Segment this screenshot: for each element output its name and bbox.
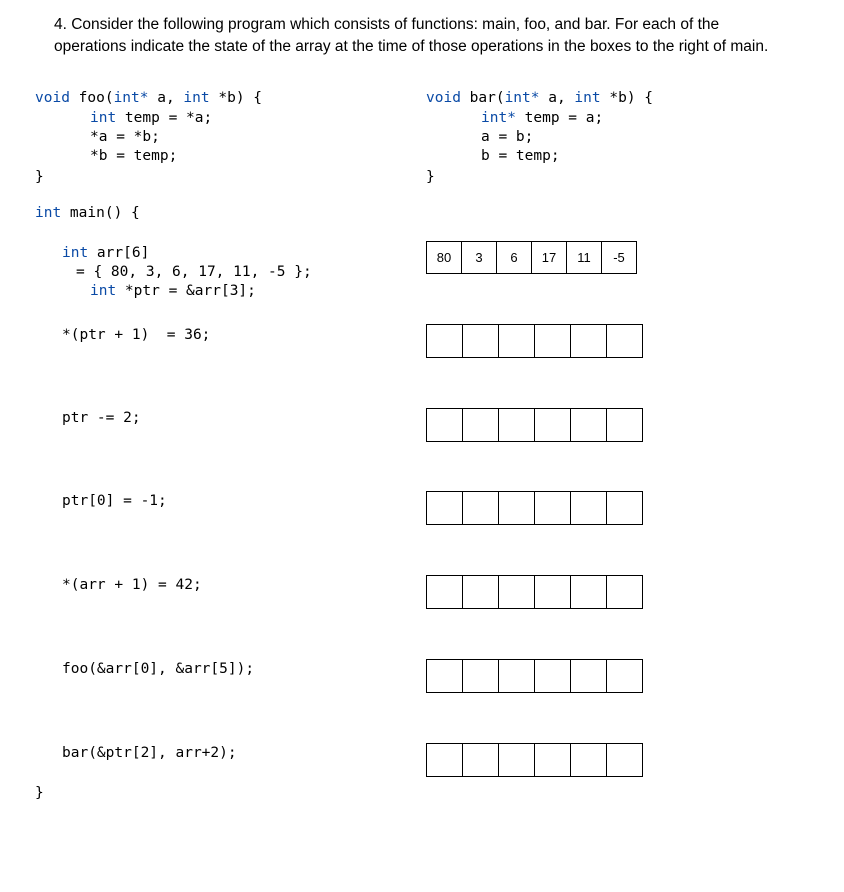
answer-cell[interactable] [426,575,463,609]
bar-line-3: b = temp; [481,148,560,164]
answer-cell[interactable] [462,743,499,777]
answer-cell[interactable] [498,659,535,693]
keyword-void: void [426,90,461,106]
answer-cell[interactable] [426,659,463,693]
answer-cell[interactable] [606,743,643,777]
answer-cell[interactable] [462,659,499,693]
keyword-int: int [90,283,117,299]
op-5: foo(&arr[0], &arr[5]); [62,661,255,677]
answer-cell[interactable] [426,743,463,777]
answer-cell[interactable] [534,491,571,525]
answer-cell[interactable] [606,659,643,693]
bar-line-1 [481,109,603,128]
answer-cell[interactable] [498,575,535,609]
foo-name: foo( [69,90,114,106]
answer-cell[interactable] [570,324,607,358]
foo-close-brace: } [35,169,44,185]
answer-cell[interactable] [498,491,535,525]
question-text [54,14,834,58]
answer-cell[interactable] [606,408,643,442]
param-a: a, [148,90,184,106]
main-decl-2: = { 80, 3, 6, 17, 11, -5 }; [76,264,312,280]
main-decl-1 [62,244,149,263]
keyword-void: void [35,90,70,106]
array-cell: -5 [601,241,637,274]
op-2: ptr -= 2; [62,410,141,426]
keyword-int: int* [481,110,516,126]
ptr-decl: *ptr = &arr[3]; [116,283,256,299]
keyword-int: int* [113,90,149,106]
answer-cell[interactable] [570,491,607,525]
op-3: ptr[0] = -1; [62,493,167,509]
keyword-int: int* [504,90,540,106]
param-b: *b) { [600,90,654,106]
foo-line-2: *a = *b; [90,129,160,145]
answer-cell[interactable] [426,491,463,525]
op-6: bar(&ptr[2], arr+2); [62,745,237,761]
keyword-int: int [90,110,117,126]
keyword-int: int [35,205,62,221]
answer-cell[interactable] [534,324,571,358]
main-name: main() { [61,205,140,221]
answer-cell[interactable] [570,659,607,693]
array-cell: 80 [426,241,462,274]
answer-cell[interactable] [570,743,607,777]
answer-cell[interactable] [534,408,571,442]
answer-boxes-op-5[interactable] [426,659,643,693]
answer-cell[interactable] [606,324,643,358]
answer-cell[interactable] [570,575,607,609]
arr-decl: arr[6] [88,245,150,261]
question-line-1: 4. Consider the following program which consists of functions: main, foo, and bar. For each of the [54,16,720,33]
op-1: *(ptr + 1) = 36; [62,327,211,343]
param-a: a, [539,90,575,106]
answer-cell[interactable] [498,324,535,358]
answer-boxes-op-6[interactable] [426,743,643,777]
initial-array-boxes [426,241,637,274]
keyword-int: int [183,90,210,106]
foo-signature [35,89,262,108]
answer-cell[interactable] [498,743,535,777]
array-cell: 17 [531,241,567,274]
keyword-int: int [574,90,601,106]
answer-cell[interactable] [462,491,499,525]
array-cell: 3 [461,241,497,274]
answer-boxes-op-2[interactable] [426,408,643,442]
answer-cell[interactable] [426,324,463,358]
keyword-int: int [62,245,89,261]
foo-line-3: *b = temp; [90,148,178,164]
answer-cell[interactable] [462,575,499,609]
answer-boxes-op-4[interactable] [426,575,643,609]
param-b: *b) { [209,90,263,106]
array-cell: 6 [496,241,532,274]
bar-name: bar( [460,90,505,106]
op-4: *(arr + 1) = 42; [62,577,202,593]
answer-cell[interactable] [426,408,463,442]
main-signature [35,204,140,223]
bar-close-brace: } [426,169,435,185]
main-decl-3 [90,282,256,301]
answer-cell[interactable] [606,575,643,609]
array-cell: 11 [566,241,602,274]
foo-temp-assign: temp = *a; [116,110,213,126]
bar-signature [426,89,653,108]
main-close-brace: } [35,785,44,801]
question-line-2: operations indicate the state of the array at the time of those operations in the boxes to the right of main. [54,38,769,55]
answer-boxes-op-3[interactable] [426,491,643,525]
bar-temp-assign: temp = a; [515,110,604,126]
answer-cell[interactable] [498,408,535,442]
answer-cell[interactable] [534,743,571,777]
answer-cell[interactable] [462,324,499,358]
answer-cell[interactable] [462,408,499,442]
answer-cell[interactable] [606,491,643,525]
answer-cell[interactable] [570,408,607,442]
answer-cell[interactable] [534,575,571,609]
bar-line-2: a = b; [481,129,534,145]
answer-cell[interactable] [534,659,571,693]
foo-line-1 [90,109,212,128]
answer-boxes-op-1[interactable] [426,324,643,358]
